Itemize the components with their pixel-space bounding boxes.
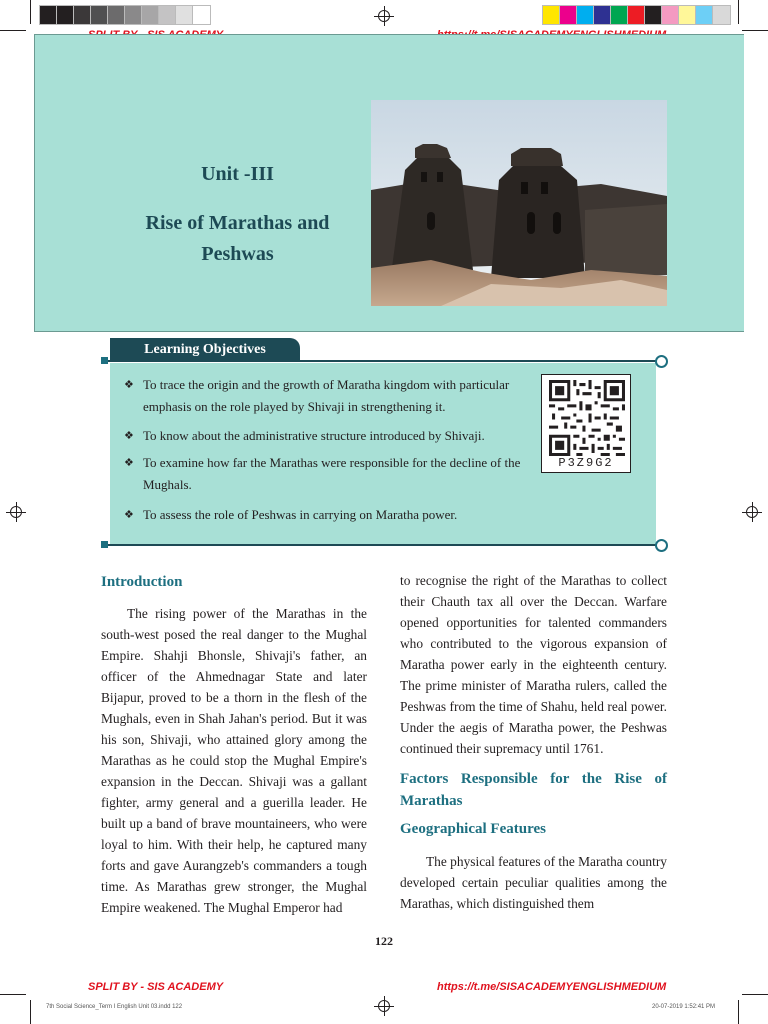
fort-photo [371, 100, 667, 306]
divider-circle-icon [655, 355, 668, 368]
timestamp-slug: 20-07-2019 1:52:41 PM [652, 1004, 716, 1010]
crop-mark [30, 0, 31, 24]
watermark-right-bottom: https://t.me/SISACADEMYENGLISHMEDIUM [437, 981, 667, 993]
geographical-paragraph: The physical features of the Maratha country developed certain peculiar qualities among the Marathas, which distinguished them [400, 854, 667, 911]
color-swatch [560, 6, 577, 24]
geographical-features-heading: Geographical Features [400, 821, 546, 837]
unit-label: Unit -III [201, 163, 274, 185]
diamond-bullet-icon: ❖ [124, 509, 134, 521]
color-swatch [108, 6, 125, 24]
qr-code-label: P3Z9G2 [558, 456, 614, 470]
crop-mark [742, 994, 768, 995]
crop-mark [742, 30, 768, 31]
divider-square-icon [101, 357, 108, 364]
divider [104, 544, 656, 546]
objective-item [124, 425, 534, 447]
learning-objectives-heading: Learning Objectives [110, 338, 300, 361]
color-swatch [662, 6, 679, 24]
color-swatch [142, 6, 159, 24]
color-swatch [74, 6, 91, 24]
color-swatch [713, 6, 730, 24]
introduction-paragraph: The rising power of the Marathas in the south-west posed the real danger to the Mughal Empire. Shahji Bhonsle, Shivaji's father, an officer of the Ahmednagar State and later Bijapur, proved to be a thorn in the flesh of the Mughals, even in Shah Jahan's period. But it was his son, Shivaji, who attained glory among the Marathas as he could stop the Mughal Empire's expansion in the Deccan. Shivaji was a gallant fighter, army general and a guerilla leader. He built up a band of brave mountaineers, who were loyal to him. With their help, he captured many forts and gave Aurangzeb's commanders a tough time. As Marathas grew stronger, the Mughal Empire weakened. The Mughal Emperor had [101, 606, 367, 915]
color-swatch [543, 6, 560, 24]
objective-text: To know about the administrative structure introduced by Shivaji. [143, 428, 485, 443]
divider-circle-icon [655, 539, 668, 552]
color-swatch [159, 6, 176, 24]
process-color-bar [543, 6, 730, 24]
color-swatch [628, 6, 645, 24]
color-swatch [193, 6, 210, 24]
introduction-heading: Introduction [101, 574, 183, 590]
watermark-left-bottom: SPLIT BY - SIS ACADEMY [88, 981, 224, 993]
diamond-bullet-icon: ❖ [124, 457, 134, 469]
grayscale-color-bar [40, 6, 210, 24]
objective-item [124, 452, 544, 496]
crop-mark [0, 994, 26, 995]
crop-mark [738, 1000, 739, 1024]
registration-mark-icon [378, 10, 390, 22]
color-swatch [57, 6, 74, 24]
objective-item [124, 374, 544, 418]
factors-heading: Factors Responsible for the Rise of Marathas [400, 771, 667, 809]
page-number: 122 [375, 934, 393, 948]
registration-mark-icon [10, 506, 22, 518]
objective-text: To examine how far the Marathas were responsible for the decline of the Mughals. [143, 455, 521, 492]
color-swatch [125, 6, 142, 24]
color-swatch [696, 6, 713, 24]
crop-mark [0, 30, 26, 31]
color-swatch [679, 6, 696, 24]
color-swatch [577, 6, 594, 24]
objective-item [124, 504, 544, 526]
crop-mark [30, 1000, 31, 1024]
file-slug: 7th Social Science_Term I English Unit 03.indd 122 [46, 1004, 183, 1010]
color-swatch [176, 6, 193, 24]
color-swatch [40, 6, 57, 24]
chapter-title: Rise of Marathas and Peshwas [145, 212, 330, 265]
registration-mark-icon [746, 506, 758, 518]
objective-text: To trace the origin and the growth of Maratha kingdom with particular emphasis on the role played by Shivaji in strengthening it. [143, 377, 510, 414]
color-swatch [594, 6, 611, 24]
color-swatch [91, 6, 108, 24]
continued-paragraph: to recognise the right of the Marathas to collect their Chauth tax all over the Deccan. Warfare opened opportunities for talented commanders who contributed to the vigorous expansion of Maratha power early in the eighteenth century. The prime minister of Maratha rulers, called the Peshwas from the time of Shahu, held real power. Under the aegis of Maratha power, the Peshwas continued their supremacy until 1761. [400, 573, 667, 756]
registration-mark-icon [378, 1000, 390, 1012]
divider-square-icon [101, 541, 108, 548]
qr-code-icon [549, 380, 625, 456]
crop-mark [738, 0, 739, 24]
diamond-bullet-icon: ❖ [124, 379, 134, 391]
color-swatch [611, 6, 628, 24]
color-swatch [645, 6, 662, 24]
diamond-bullet-icon: ❖ [124, 430, 134, 442]
objective-text: To assess the role of Peshwas in carrying on Maratha power. [143, 507, 458, 522]
